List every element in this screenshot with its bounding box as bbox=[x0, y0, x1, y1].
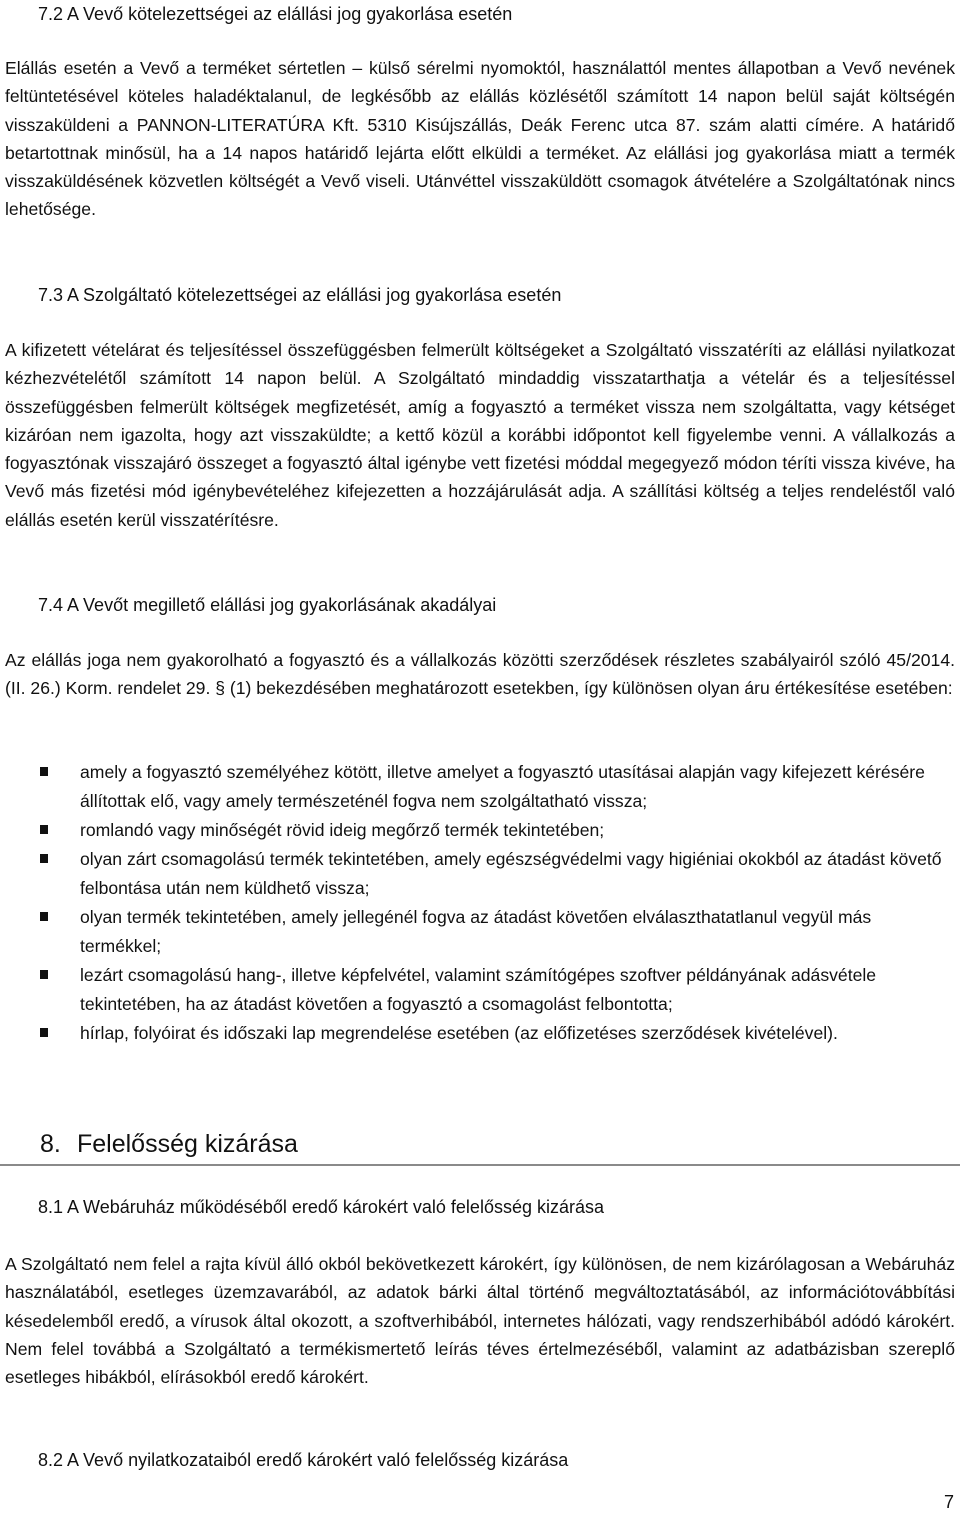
section-7-3-paragraph: A kifizetett vételárat és teljesítéssel összefüggésben felmerült költségeket a Szolgáltató visszatéríti az elállási nyilatkozat kézhezvételétől számított 14 napon belül. A Szolgáltató mindaddig visszatarthatja a vételár és a teljesítéssel összefüggésben felmerült költségek megfizetését, amíg a fogyasztó a terméket vissza nem szolgáltatta, vagy kétséget kizáróan nem igazolta, hogy azt visszaküldte; a kettő közül a korábbi időpontot kell figyelembe venni. A vállalkozás a fogyasztónak visszajáró összeget a fogyasztó által igénybe vett fizetési móddal megegyező módon téríti vissza kivéve, ha Vevő más fizetési mód igénybevételéhez kifejezetten a hozzájárulását adja. A szállítási költség a teljes rendeléstől való elállás esetén kerül visszatérítésre. bbox=[5, 340, 955, 530]
exception-list bbox=[40, 758, 945, 1048]
section-7-4-body bbox=[5, 646, 955, 703]
section-7-3-body bbox=[5, 336, 955, 534]
heading-divider bbox=[0, 1164, 960, 1166]
list-item: romlandó vagy minőségét rövid ideig megőrző termék tekintetében; bbox=[40, 816, 945, 845]
list-item: olyan termék tekintetében, amely jellegénél fogva az átadást követően elválaszthatatlanul vegyül más termékkel; bbox=[40, 903, 945, 961]
square-bullet-icon bbox=[40, 854, 48, 863]
square-bullet-icon bbox=[40, 825, 48, 834]
section-7-2-heading: 7.2 A Vevő kötelezettségei az elállási jog gyakorlása esetén bbox=[38, 4, 513, 24]
section-8-title: Felelősség kizárása bbox=[77, 1130, 298, 1158]
square-bullet-icon bbox=[40, 1028, 48, 1037]
section-7-2-paragraph: Elállás esetén a Vevő a terméket sértetlen – külső sérelmi nyomoktól, használattól mentes állapotban a Vevő nevének feltüntetésével köteles haladéktalanul, de legkésőbb az elállás közlésétől számított 14 napon belül saját költségén visszaküldeni a PANNON-LITERATÚRA Kft. 5310 Kisújszállás, Deák Ferenc utca 87. szám alatti címére. A határidő betartottnak minősül, ha a 14 napos határidő lejárta előtt elküldi a terméket. Az elállási jog gyakorlása miatt a termék visszaküldésének közvetlen költségét a Vevő viseli. Utánvéttel visszaküldött csomagok átvételére a Szolgáltatónak nincs lehetősége. bbox=[5, 58, 955, 220]
section-7-3-heading: 7.3 A Szolgáltató kötelezettségei az elállási jog gyakorlása esetén bbox=[38, 285, 562, 305]
square-bullet-icon bbox=[40, 912, 48, 921]
section-7-4-paragraph: Az elállás joga nem gyakorolható a fogyasztó és a vállalkozás közötti szerződések részletes szabályairól szóló 45/2014. (II. 26.) Korm. rendelet 29. § (1) bekezdésében meghatározott esetekben, így különösen olyan áru értékesítése esetében: bbox=[5, 650, 955, 699]
section-8-1-heading: 8.1 A Webáruház működéséből eredő károkért való felelősség kizárása bbox=[38, 1197, 604, 1217]
list-item: hírlap, folyóirat és időszaki lap megrendelése esetében (az előfizetéses szerződések kivételével). bbox=[40, 1019, 945, 1048]
page-number: 7 bbox=[943, 1492, 954, 1512]
section-7-2-body bbox=[5, 54, 955, 224]
list-item: lezárt csomagolású hang-, illetve képfelvétel, valamint számítógépes szoftver példányának adásvétele tekintetében, ha az átadást követően a fogyasztó a csomagolást felbontotta; bbox=[40, 961, 945, 1019]
list-item: olyan zárt csomagolású termék tekintetében, amely egészségvédelmi vagy higiéniai okokból az átadást követő felbontása után nem küldhető vissza; bbox=[40, 845, 945, 903]
square-bullet-icon bbox=[40, 767, 48, 776]
list-item: amely a fogyasztó személyéhez kötött, illetve amelyet a fogyasztó utasításai alapján vagy kifejezett kérésére állítottak elő, vagy amely természeténél fogva nem szolgáltatható vissza; bbox=[40, 758, 945, 816]
section-8-2-heading: 8.2 A Vevő nyilatkozataiból eredő károkért való felelősség kizárása bbox=[38, 1450, 569, 1470]
section-8-heading bbox=[40, 1126, 298, 1162]
square-bullet-icon bbox=[40, 970, 48, 979]
section-8-1-paragraph: A Szolgáltató nem felel a rajta kívül álló okból bekövetkezett károkért, így különösen, de nem kizárólagosan a Webáruház használatából, esetleges üzemzavarából, az adatok bárki által történő megváltoztatásából, az információtovábbítási késedelemből eredő, a vírusok által okozott, a szoftverhibából, internetes hálózati, vagy rendszerhibából adódó károkért. Nem felel továbbá a Szolgáltató a termékismertető leírás téves értelmezéséből, valamint az adatbázisban szereplő esetleges hibákból, elírásokból eredő károkért. bbox=[5, 1254, 955, 1388]
section-8-number: 8. bbox=[40, 1130, 61, 1158]
section-8-1-body bbox=[5, 1250, 955, 1391]
section-7-4-heading: 7.4 A Vevőt megillető elállási jog gyakorlásának akadályai bbox=[38, 595, 497, 615]
